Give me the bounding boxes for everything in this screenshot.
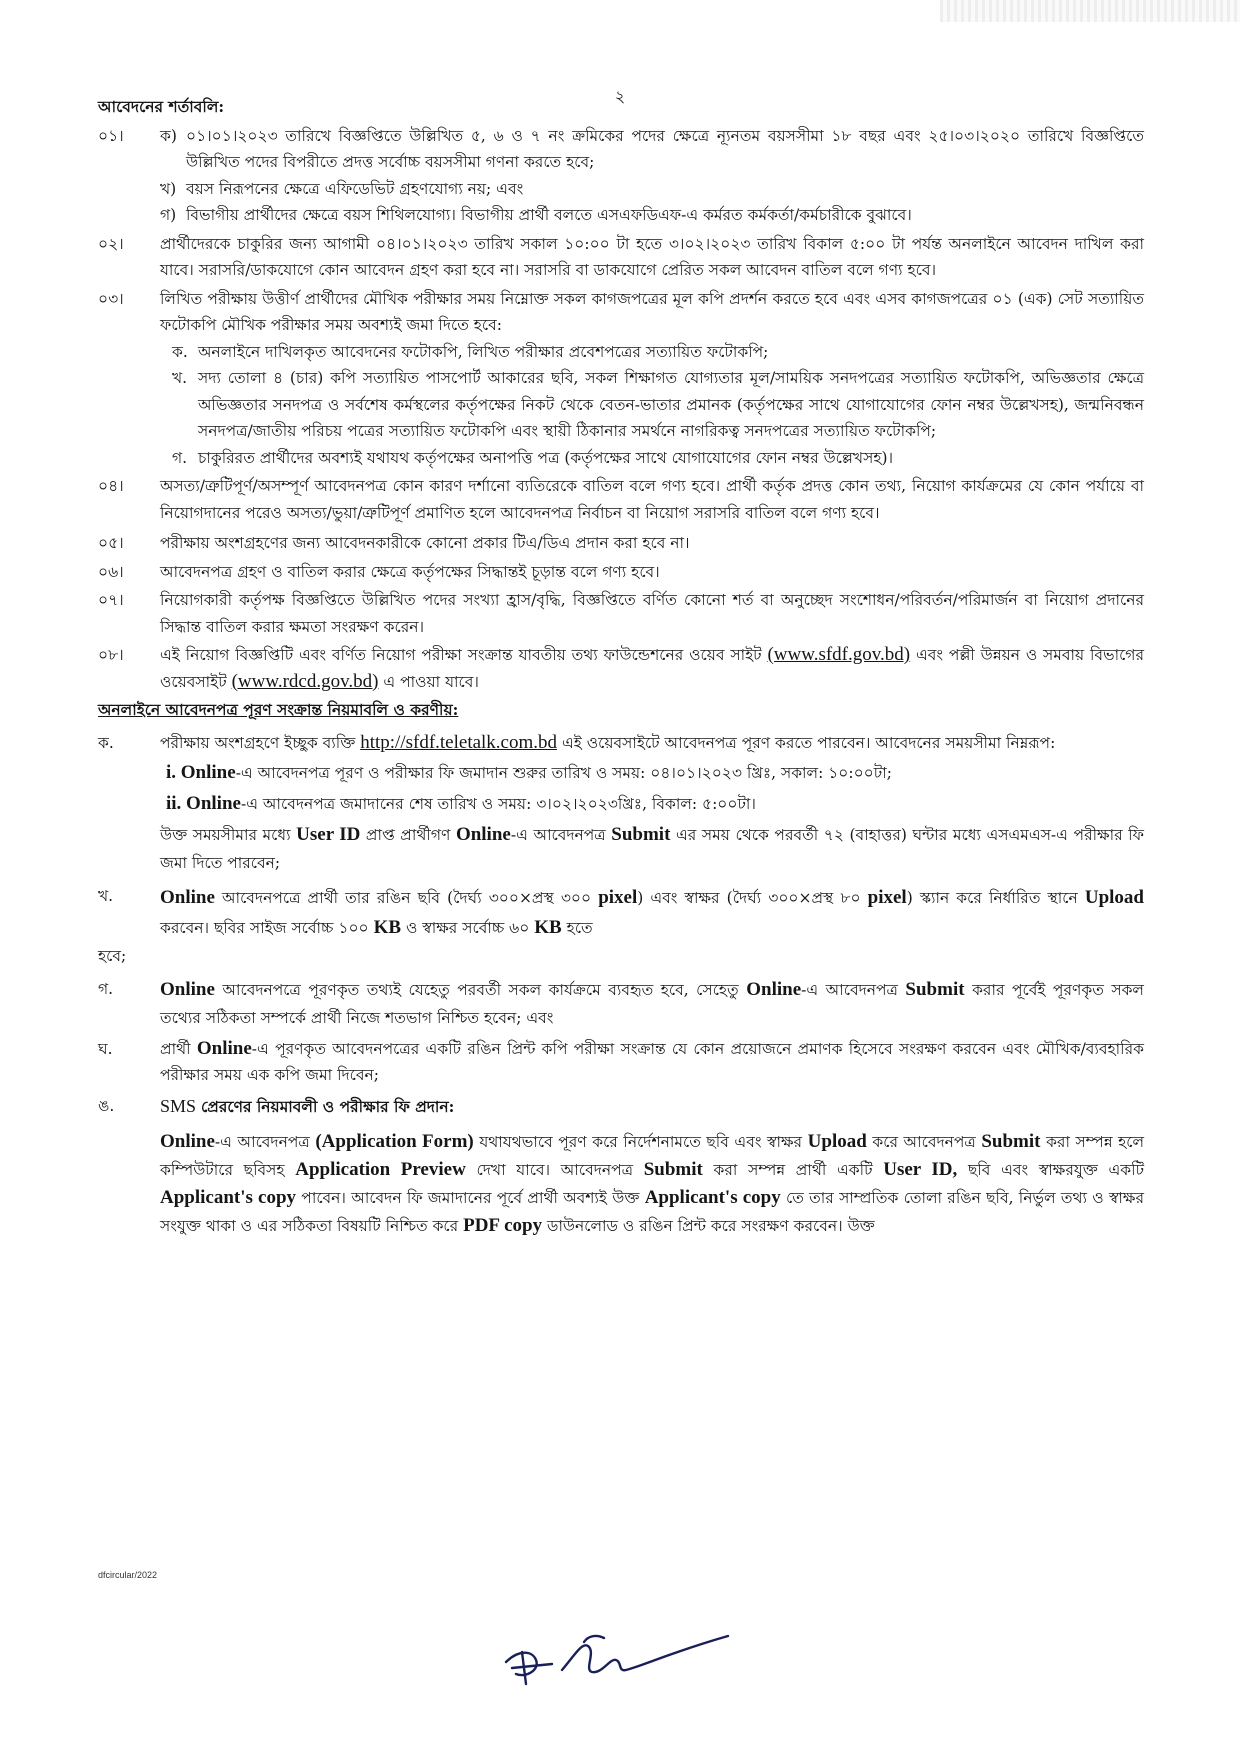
item-text: পরীক্ষায় অংশগ্রহণের জন্য আবেদনকারীকে কোনো প্রকার টিএ/ডিএ প্রদান করা হবে না। <box>160 534 690 552</box>
condition-item-1 <box>98 123 1144 229</box>
item-number: ০৪। <box>98 477 124 495</box>
sms-heading: SMS প্রেরণের নিয়মাবলী ও পরীক্ষার ফি প্রদান: <box>160 1095 455 1116</box>
item-text: আবেদনপত্র গ্রহণ ও বাতিল করার ক্ষেত্রে কর্তৃপক্ষের সিদ্ধান্তই চূড়ান্ত বলে গণ্য হবে। <box>160 562 660 581</box>
sms-instructions <box>98 1128 1144 1240</box>
item-number: ০৮। <box>98 646 124 664</box>
scan-edge <box>940 0 1240 22</box>
condition-item-7 <box>98 587 1144 640</box>
rule-label: গ. <box>98 979 114 998</box>
online-rule-gha <box>98 1036 1144 1089</box>
sub-item: খ. সদ্য তোলা ৪ (চার) কপি সত্যায়িত পাসপোর্ট আকারের ছবি, সকল শিক্ষাগত যোগ্যতার মূল/সাময়িক সনদপত্রের সত্যায়িত ফটোকপি, অভিজ্ঞতার ক্ষেত্রে অভিজ্ঞতার সনদপত্র ও সর্বশেষ কর্মস্থলের কর্তৃপক্ষের নিকট থেকে বেতন-ভাতার প্রমানক (কর্তৃপক্ষের সাথে যোগাযোগের ফোন নম্বর উল্লেখসহ), জন্মনিবন্ধন সনদপত্র/জাতীয় পরিচয় পত্রের সত্যায়িত ফটোকপি এবং স্থায়ী ঠিকানার সমর্থনে নাগরিকত্ব সনদপত্রের সত্যায়িত ফটোকপি; <box>172 369 1144 440</box>
rule-label: ঙ. <box>98 1096 115 1115</box>
condition-item-8 <box>98 642 1144 695</box>
end-date-line: ii. Online-এ আবেদনপত্র জমাদানের শেষ তারিখ ও সময়: ৩।০২।২০২৩খ্রিঃ, বিকাল: ৫:০০টা। <box>166 792 756 814</box>
sub-item: ক) ০১।০১।২০২৩ তারিখে বিজ্ঞপ্তিতে উল্লিখিত ৫, ৬ ও ৭ নং ক্রমিকের পদের ক্ষেত্রে ন্যূনতম বয়সসীমা ১৮ বছর এবং ২৫।০৩।২০২০ তারিখে বিজ্ঞপ্তিতে উল্লিখিত পদের বিপরীতে প্রদত্ত সর্বোচ্চ বয়সসীমা গণনা করতে হবে; <box>160 126 1144 171</box>
sub-item: খ) বয়স নিরূপনের ক্ষেত্রে এফিডেভিট গ্রহণযোগ্য নয়; এবং <box>160 179 524 198</box>
online-rule-uma <box>98 1093 1144 1121</box>
rule-label: খ. <box>98 887 114 905</box>
rule-label: ঘ. <box>98 1039 113 1058</box>
signature-stroke <box>506 1652 552 1684</box>
item-number: ০৬। <box>98 562 124 581</box>
rule-label: ক. <box>98 733 114 752</box>
condition-item-4 <box>98 473 1144 526</box>
rdcd-website-link[interactable]: (www.rdcd.gov.bd) <box>231 670 379 692</box>
item-number: ০৩। <box>98 289 124 308</box>
item-number: ০৭। <box>98 591 124 609</box>
signature-stroke <box>562 1636 728 1672</box>
start-date-line: i. Online-এ আবেদনপত্র পূরণ ও পরীক্ষার ফি জমাদান শুরুর তারিখ ও সময়: ০৪।০১।২০২৩ খ্রিঃ, সকাল: ১০:০০টা; <box>166 762 892 783</box>
footer-code: dfcircular/2022 <box>98 1570 158 1580</box>
conditions-heading: আবেদনের শর্তাবলি: <box>98 97 225 116</box>
sub-item: গ) বিভাগীয় প্রার্থীদের ক্ষেত্রে বয়স শিথিলযোগ্য। বিভাগীয় প্রার্থী বলতে এসএফডিএফ-এ কর্মরত কর্মকর্তা/কর্মচারীকে বুঝাবে। <box>160 206 912 224</box>
item-text: নিয়োগকারী কর্তৃপক্ষ বিজ্ঞপ্তিতে উল্লিখিত পদের সংখ্যা হ্রাস/বৃদ্ধি, বিজ্ঞপ্তিতে বর্ণিত কোনো শর্ত বা অনুচ্ছেদ সংশোধন/পরিবর্তন/পরিমার্জন বা নিয়োগ প্রদানের সিদ্ধান্ত বাতিল করার ক্ষমতা সংরক্ষণ করেন। <box>160 591 1144 636</box>
item-text: অসত্য/ত্রুটিপূর্ণ/অসম্পূর্ণ আবেদনপত্র কোন কারণ দর্শানো ব্যতিরেকে বাতিল বলে গণ্য হবে। প্রার্থী কর্তৃক প্রদত্ত কোন তথ্য, নিয়োগ কার্যক্রমের যে কোন পর্যায়ে বা নিয়োগদানের পরেও অসত্য/ভুয়া/ত্রুটিপূর্ণ প্রমাণিত হলে আবেদনপত্র নির্বাচন বা নিয়োগ সরাসরি বাতিল বলে গণ্য হবে। <box>160 477 1144 522</box>
stray-continuation: হবে; <box>98 947 127 965</box>
item-number: ০৫। <box>98 534 124 552</box>
rule-text: Online আবেদনপত্রে প্রার্থী তার রঙিন ছবি (দৈর্ঘ্য ৩০০×প্রস্থ ৩০০ pixel) এবং স্বাক্ষর (দৈর্ঘ্য ৩০০×প্রস্থ ৮০ pixel) স্ক্যান করে নির্ধারিত স্থানে Upload করবেন। ছবির সাইজ সর্বোচ্চ ১০০ KB ও স্বাক্ষর সর্বোচ্চ ৬০ KB হতে <box>160 887 1144 938</box>
online-rules-heading: অনলাইনে আবেদনপত্র পূরণ সংক্রান্ত নিয়মাবলি ও করণীয়: <box>98 700 459 719</box>
signature-image <box>492 1612 752 1702</box>
item-text: এই নিয়োগ বিজ্ঞপ্তিটি এবং বর্ণিত নিয়োগ পরীক্ষা সংক্রান্ত যাবতীয় তথ্য ফাউন্ডেশনের ওয়েব সাইট (www.sfdf.gov.bd) এবং পল্লী উন্নয়ন ও সমবায় বিভাগের ওয়েবসাইট (www.rdcd.gov.bd) এ পাওয়া যাবে। <box>160 644 1144 692</box>
fee-deadline-text: উক্ত সময়সীমার মধ্যে User ID প্রাপ্ত প্রার্থীগণ Online-এ আবেদনপত্র Submit এর সময় থেকে পরবর্তী ৭২ (বাহাত্তর) ঘন্টার মধ্যে এসএমএস-এ পরীক্ষার ফি জমা দিতে পারবেন; <box>160 824 1144 872</box>
condition-item-5 <box>98 530 1144 557</box>
rule-text: Online আবেদনপত্রে পূরণকৃত তথ্যই যেহেতু পরবর্তী সকল কার্যক্রমে ব্যবহৃত হবে, সেহেতু Online-এ আবেদনপত্র Submit করার পূর্বেই পূরণকৃত সকল তথ্যের সঠিকতা সম্পর্কে প্রার্থী নিজে শতভাগ নিশ্চিত হবেন; এবং <box>160 978 1144 1027</box>
sms-instructions-text: Online-এ আবেদনপত্র (Application Form) যথাযথভাবে পূরণ করে নির্দেশনামতে ছবি এবং স্বাক্ষর Upload করে আবেদনপত্র Submit করা সম্পন্ন হলে কম্পিউটারে ছবিসহ Application Preview দেখা যাবে। আবেদনপত্র Submit করা সম্পন্ন প্রার্থী একটি User ID, ছবি এবং স্বাক্ষরযুক্ত একটি Applicant's copy পাবেন। আবেদন ফি জমাদানের পূর্বে প্রার্থী অবশ্যই উক্ত Applicant's copy তে তার সাম্প্রতিক তোলা রঙিন ছবি, নির্ভুল তথ্য ও স্বাক্ষর সংযুক্ত থাকা ও এর সঠিকতা বিষয়টি নিশ্চিত করে PDF copy ডাউনলোড ও রঙিন প্রিন্ট করে সংরক্ষণ করবেন। উক্ত <box>160 1131 1145 1236</box>
page-number: ২ <box>614 87 626 106</box>
online-rule-ka: ক. পরীক্ষায় অংশগ্রহণে ইচ্ছুক ব্যক্তি http://sfdf.teletalk.com.bd এই ওয়েবসাইটে আবেদনপত্র পূরণ করতে পারবেন। আবেদনের সময়সীমা নিম্নরূপ: i. Online-এ আবেদনপত্র পূরণ ও পরীক্ষার ফি জমাদান শুরুর তারিখ ও সময়: ০৪।০১।২০২৩ খ্রিঃ, সকাল: ১০:০০টা; ii. Online-এ আবেদনপত্র জমাদানের শেষ তারিখ ও সময়: ৩।০২।২০২৩খ্রিঃ, বিকাল: ৫:০০টা। উক্ত সময়সীমার মধ্যে User ID প্রাপ্ত প্রার্থীগণ Online-এ আবেদনপত্র Submit এর সময় থেকে পরবর্তী ৭২ (বাহাত্তর) ঘন্টার মধ্যে এসএমএস-এ পরীক্ষার ফি জমা দিতে পারবেন; <box>98 730 1144 878</box>
signature-stroke <box>584 1636 604 1642</box>
item-number: ০২। <box>98 234 124 253</box>
sub-item: গ. চাকুরিরত প্রার্থীদের অবশ্যই যথাযথ কর্তৃপক্ষের অনাপত্তি পত্র (কর্তৃপক্ষের সাথে যোগাযোগের ফোন নম্বর উল্লেখসহ)। <box>172 448 894 467</box>
online-rule-ga <box>98 976 1144 1032</box>
sub-item: ক. অনলাইনে দাখিলকৃত আবেদনের ফটোকপি, লিখিত পরীক্ষার প্রবেশপত্রের সত্যায়িত ফটোকপি; <box>172 342 769 361</box>
rule-text: প্রার্থী Online-এ পূরণকৃত আবেদনপত্রের একটি রঙিন প্রিন্ট কপি পরীক্ষা সংক্রান্ত যে কোন প্রয়োজনে প্রমাণক হিসেবে সংরক্ষণ করবেন এবং মৌখিক/ব্যবহারিক পরীক্ষার সময় এক কপি জমা দিবেন; <box>160 1037 1144 1084</box>
sfdf-website-link[interactable]: (www.sfdf.gov.bd) <box>767 644 911 665</box>
teletalk-application-link[interactable]: http://sfdf.teletalk.com.bd <box>360 731 558 753</box>
condition-item-2 <box>98 231 1144 284</box>
item-text: লিখিত পরীক্ষায় উত্তীর্ণ প্রার্থীদের মৌখিক পরীক্ষার সময় নিম্নোক্ত সকল কাগজপত্রের মূল কপি প্রদর্শন করতে হবে এবং এসব কাগজপত্রের ০১ (এক) সেট সত্যায়িত ফটোকপি মৌখিক পরীক্ষার সময় অবশ্যই জমা দিতে হবে: <box>160 289 1144 334</box>
item-number: ০১। <box>98 126 124 145</box>
document-body <box>98 94 1144 1240</box>
online-rule-kha <box>98 883 1144 943</box>
condition-item-3 <box>98 286 1144 472</box>
item-text: প্রার্থীদেরকে চাকুরির জন্য আগামী ০৪।০১।২০২৩ তারিখ সকাল ১০:০০ টা হতে ৩।০২।২০২৩ তারিখ বিকাল ৫:০০ টা পর্যন্ত অনলাইনে আবেদন দাখিল করা যাবে। সরাসরি/ডাকযোগে কোন আবেদন গ্রহণ করা হবে না। সরাসরি বা ডাকযোগে প্রেরিত সকল আবেদন বাতিল বলে গণ্য হবে। <box>160 234 1144 279</box>
condition-item-6 <box>98 559 1144 586</box>
